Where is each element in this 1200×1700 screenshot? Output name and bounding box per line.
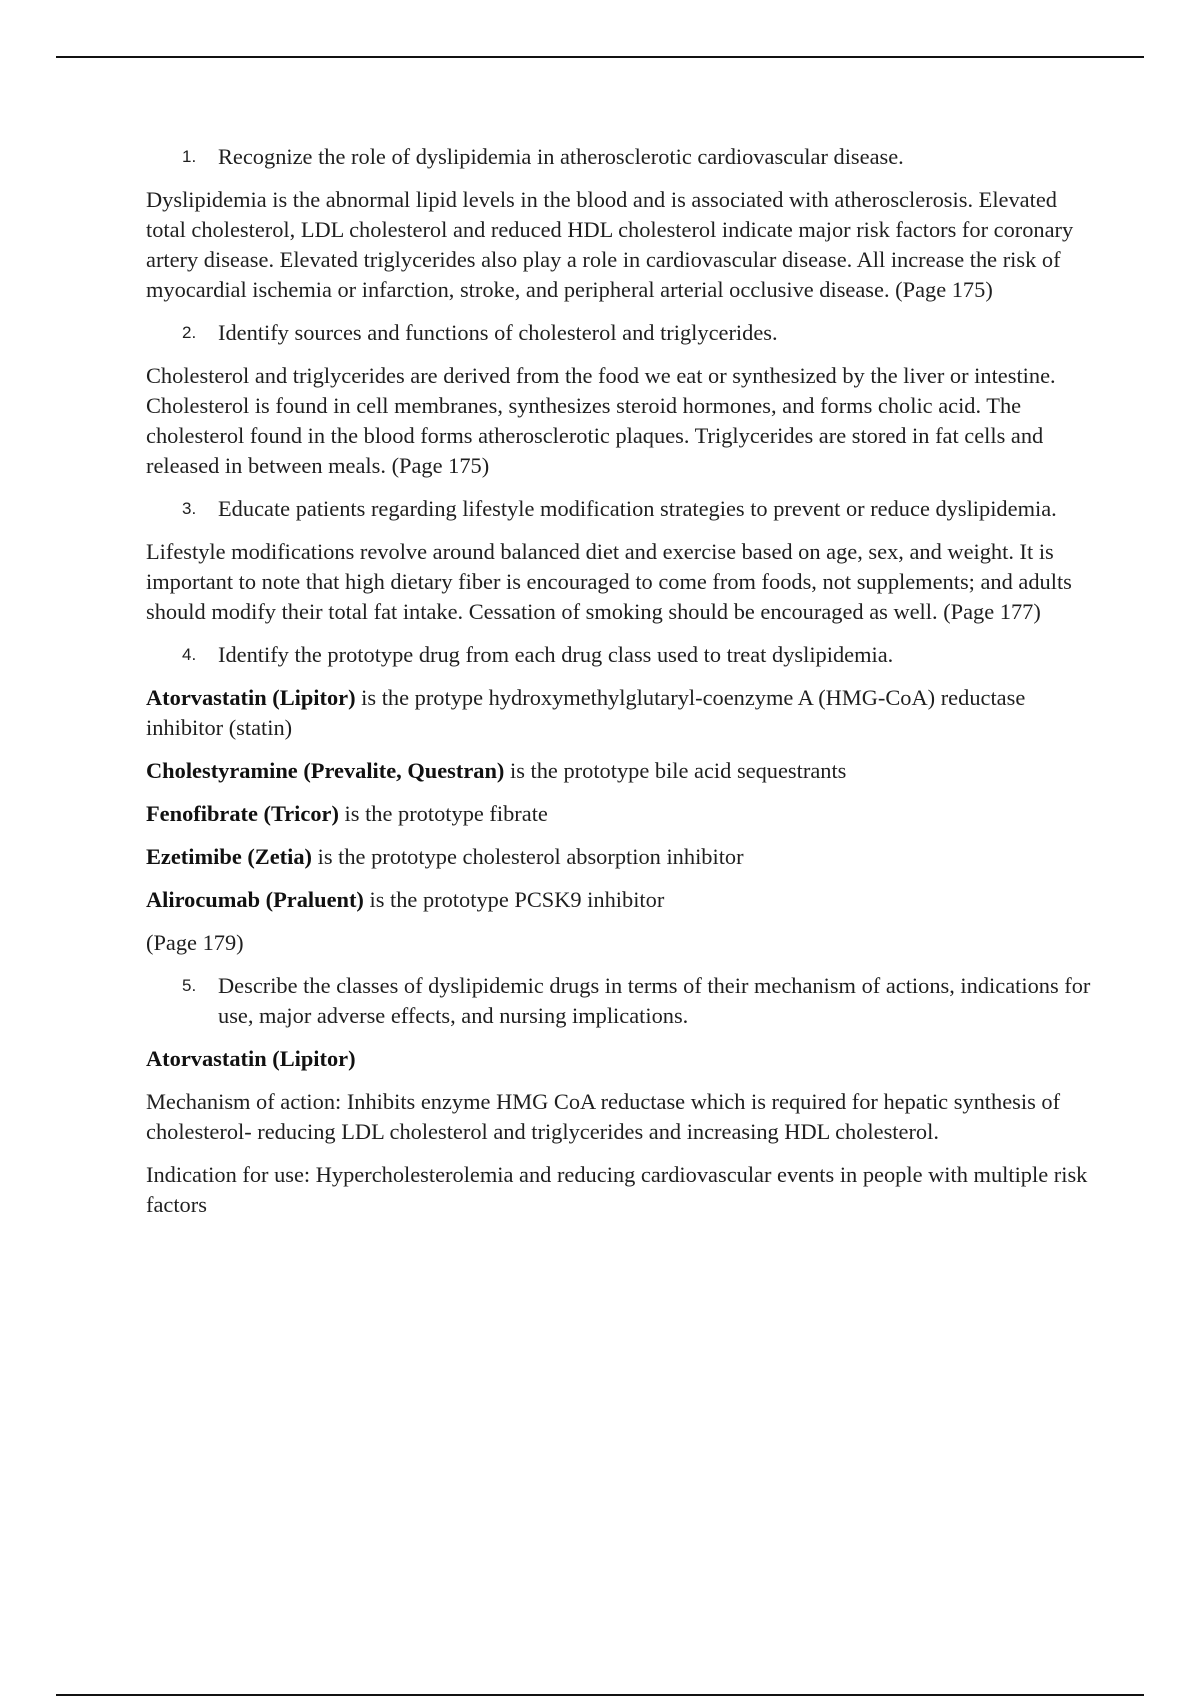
question-text: Identify sources and functions of cholesterol and triglycerides.	[218, 320, 778, 345]
question-3	[146, 494, 1096, 524]
drug-name: Cholestyramine (Prevalite, Questran)	[146, 758, 505, 783]
prototype-absorption-inhibitor	[146, 842, 1096, 872]
drug-class-text: is the prototype cholesterol absorption inhibitor	[312, 844, 744, 869]
question-text: Educate patients regarding lifestyle modification strategies to prevent or reduce dyslipidemia.	[218, 496, 1057, 521]
document-body	[146, 142, 1096, 1233]
answer-4-page-ref: (Page 179)	[146, 930, 244, 955]
drug-name: Ezetimibe (Zetia)	[146, 844, 313, 869]
prototype-fibrate	[146, 799, 1096, 829]
section-heading	[146, 1044, 1096, 1074]
question-number: 1.	[182, 147, 197, 166]
prototype-pcsk9-inhibitor	[146, 885, 1096, 915]
mechanism-of-action: Mechanism of action: Inhibits enzyme HMG CoA reductase which is required for hepatic synthesis of cholesterol- reducing LDL cholesterol and triglycerides and increasing HDL cholesterol.	[146, 1089, 1061, 1144]
answer-1: Dyslipidemia is the abnormal lipid levels in the blood and is associated with atherosclerosis. Elevated total cholesterol, LDL cholesterol and reduced HDL cholesterol indicate major risk factors for coronary artery disease. Elevated triglycerides also play a role in cardiovascular disease. All increase the risk of myocardial ischemia or infarction, stroke, and peripheral arterial occlusive disease. (Page 175)	[146, 187, 1074, 302]
header-rule	[56, 56, 1144, 58]
question-number: 5.	[182, 976, 197, 995]
prototype-bile-acid-sequestrant	[146, 756, 1096, 786]
question-1	[146, 142, 1096, 172]
question-4	[146, 640, 1096, 670]
question-text: Identify the prototype drug from each drug class used to treat dyslipidemia.	[218, 642, 894, 667]
drug-class-text: is the prototype fibrate	[338, 801, 548, 826]
question-number: 3.	[182, 499, 197, 518]
question-number: 2.	[182, 323, 197, 342]
question-2	[146, 318, 1096, 348]
prototype-statin	[146, 683, 1096, 743]
footer-rule	[56, 1694, 1144, 1696]
answer-3: Lifestyle modifications revolve around balanced diet and exercise based on age, sex, and weight. It is important to note that high dietary fiber is encouraged to come from foods, not supplements; and adults should modify their total fat intake. Cessation of smoking should be encouraged as well. (Page 177)	[146, 539, 1072, 624]
indication-for-use: Indication for use: Hypercholesterolemia and reducing cardiovascular events in people with multiple risk factors	[146, 1162, 1088, 1217]
drug-class-text: is the protype hydroxymethylglutaryl-coenzyme A (HMG-CoA) reductase inhibitor (statin)	[146, 685, 1026, 740]
question-text: Recognize the role of dyslipidemia in atherosclerotic cardiovascular disease.	[218, 144, 904, 169]
drug-name: Alirocumab (Praluent)	[146, 887, 364, 912]
section-heading-text: Atorvastatin (Lipitor)	[146, 1046, 356, 1071]
drug-name: Atorvastatin (Lipitor)	[146, 685, 356, 710]
drug-class-text: is the prototype PCSK9 inhibitor	[363, 887, 665, 912]
question-text: Describe the classes of dyslipidemic drugs in terms of their mechanism of actions, indications for use, major adverse effects, and nursing implications.	[218, 973, 1091, 1028]
question-number: 4.	[182, 645, 197, 664]
drug-name: Fenofibrate (Tricor)	[146, 801, 339, 826]
question-5	[146, 971, 1096, 1031]
drug-class-text: is the prototype bile acid sequestrants	[504, 758, 847, 783]
answer-2: Cholesterol and triglycerides are derived from the food we eat or synthesized by the liver or intestine. Cholesterol is found in cell membranes, synthesizes steroid hormones, and forms cholic acid. The cholesterol found in the blood forms atherosclerotic plaques. Triglycerides are stored in fat cells and released in between meals. (Page 175)	[146, 363, 1056, 478]
